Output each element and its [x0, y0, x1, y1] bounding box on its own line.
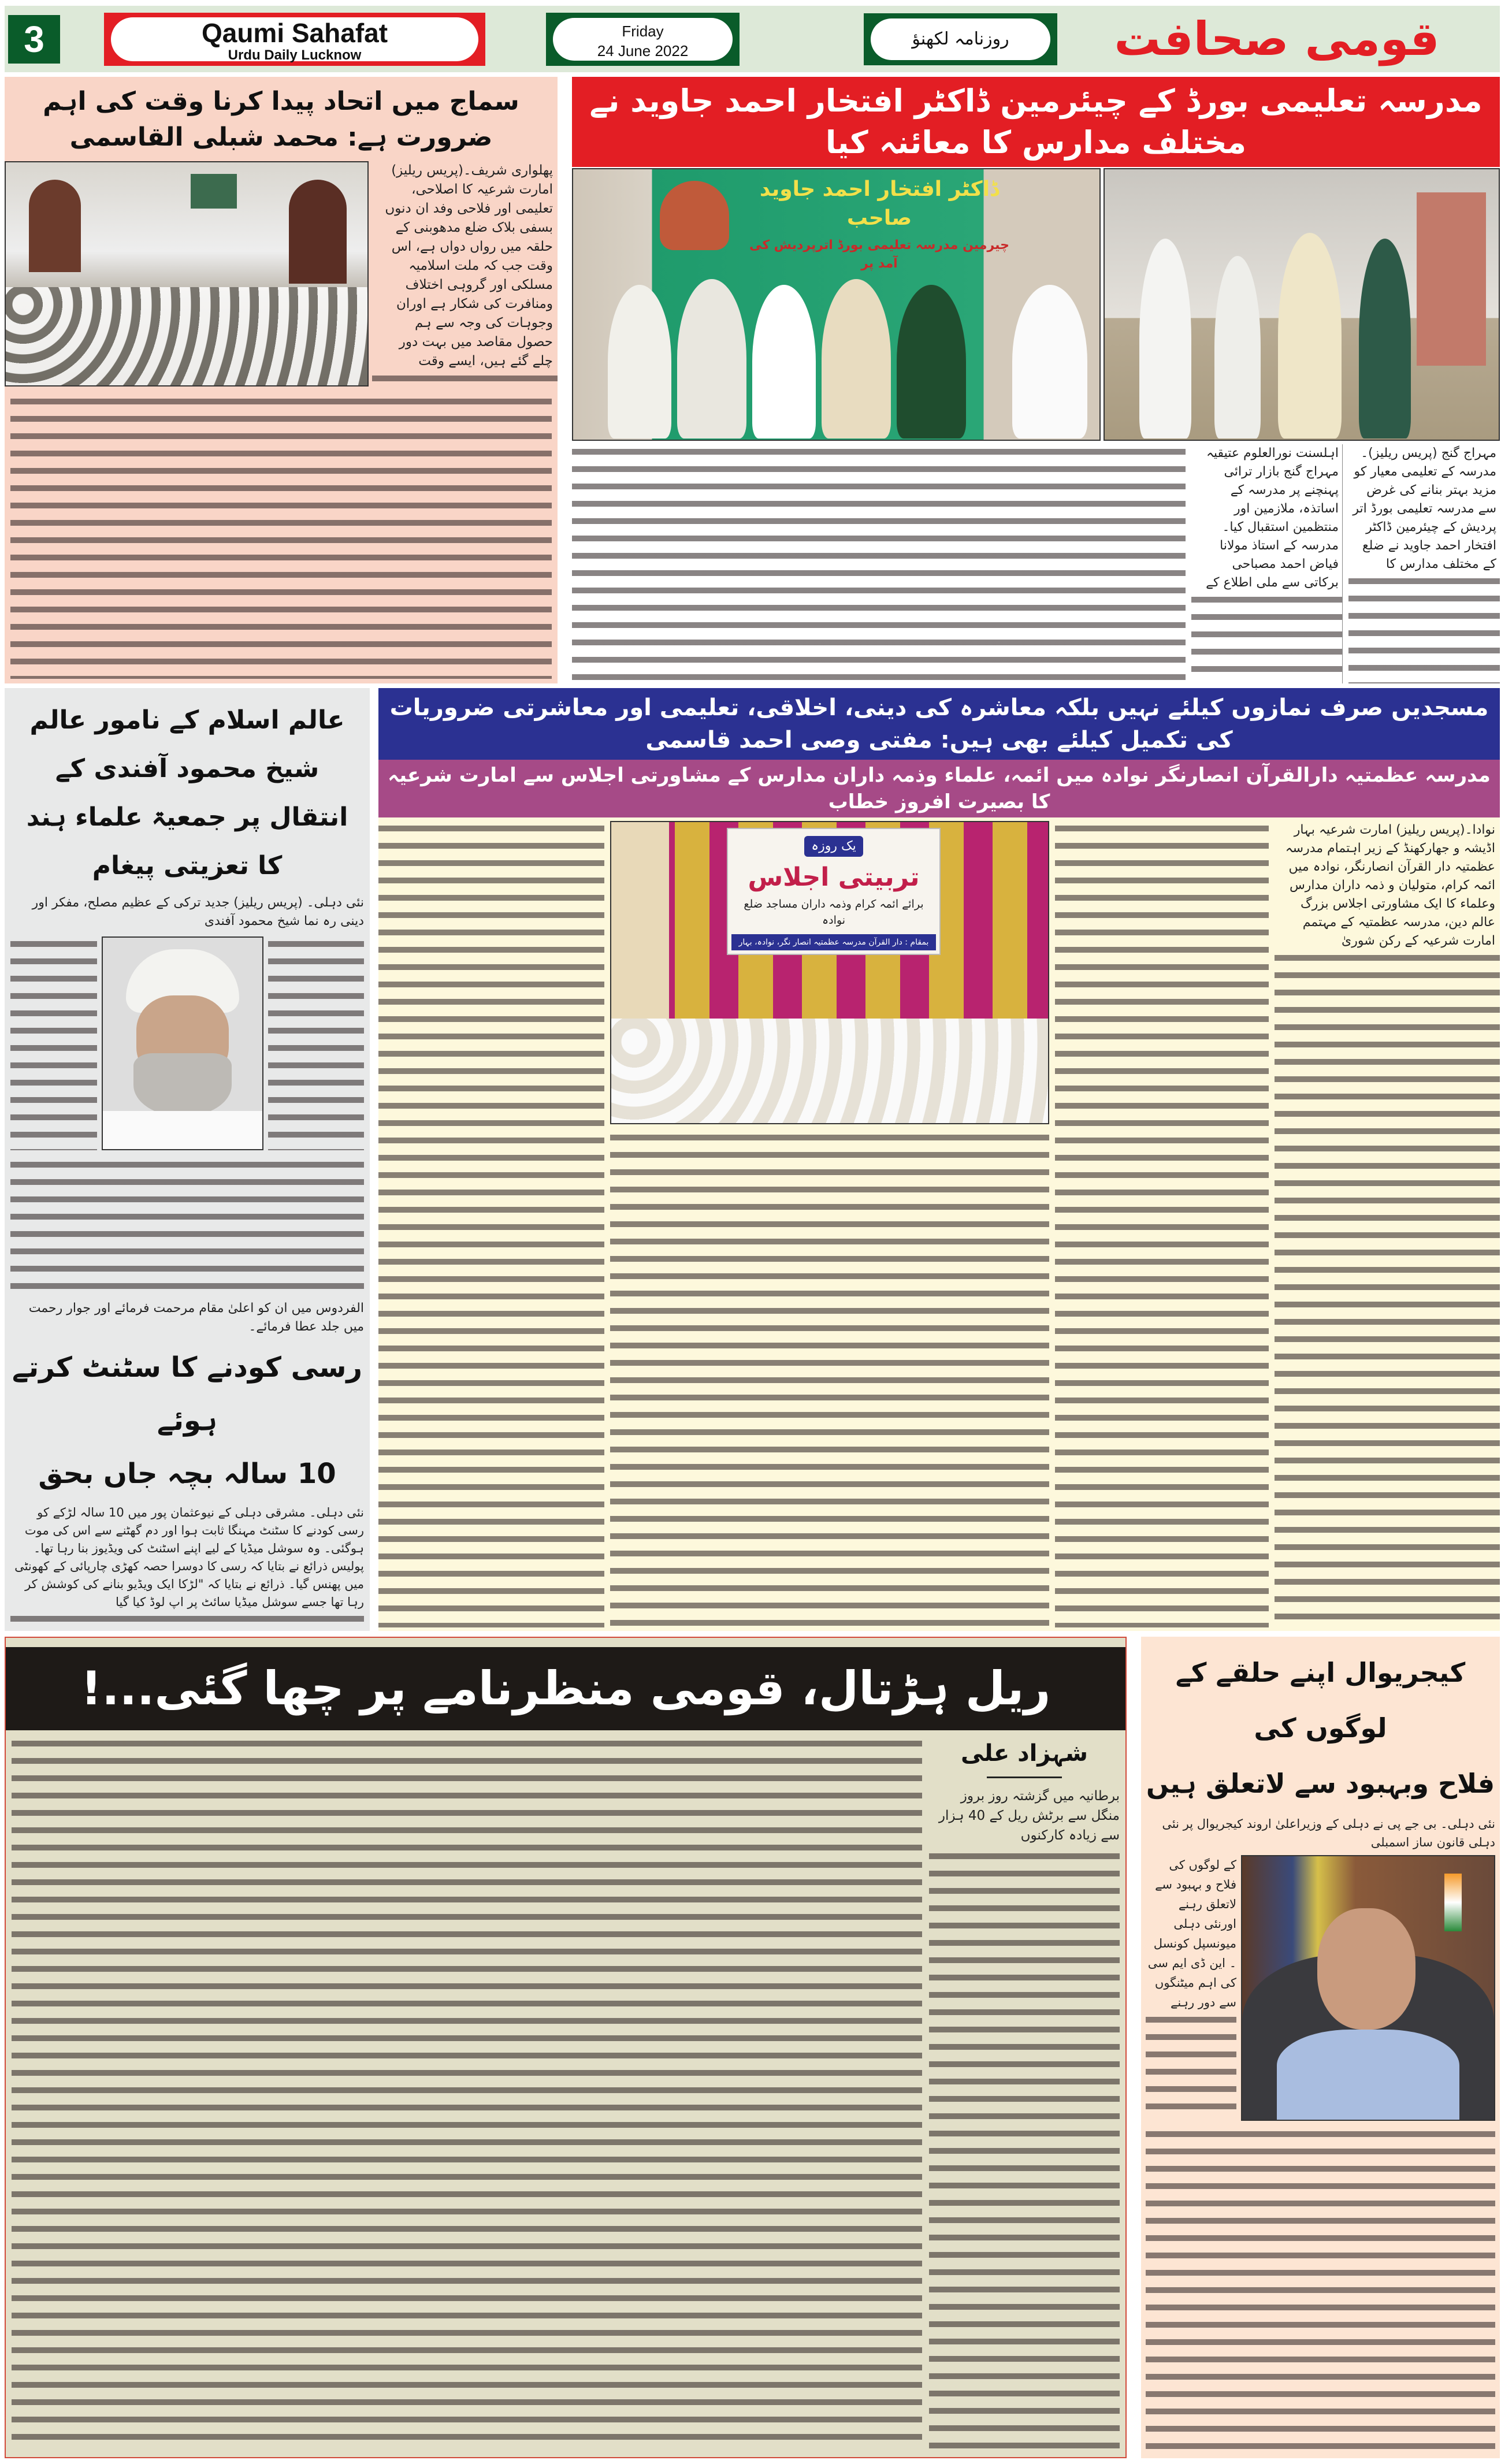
photo-banner-subtitle: چیرمین مدرسہ تعلیمی بورڈ اترپردیش کی آمد پر: [749, 238, 1010, 271]
kejriwal-article: [1141, 1637, 1500, 2458]
condolence-headline: عالم اسلام کے نامور عالم شیخ محمود آفندی کے انتقال پر جمعیۃ علماء ہند کا تعزیتی پیغام: [26, 705, 348, 880]
photo-banner: [741, 175, 1018, 273]
kejriwal-headline: کیجریوال اپنے حلقے کے لوگوں کی فلاح وبہبود سے لاتعلق ہیں: [1146, 1657, 1495, 1799]
rail-article: [5, 1637, 1127, 2458]
newspaper-name: Qaumi Sahafat: [201, 17, 388, 48]
newspaper-tagline: Urdu Daily Lucknow: [228, 47, 362, 63]
author-byline: شہزاد علی: [961, 1740, 1088, 1767]
article-body-text: [12, 1736, 922, 2451]
banner-subtitle: برائے ائمہ کرام وذمہ داران مساجد ضلع نوادہ: [744, 898, 924, 927]
middle-row: [5, 688, 1500, 1631]
condolence-body-text: [10, 1157, 364, 1296]
article-unity: [5, 77, 558, 683]
page-number: 3: [8, 15, 60, 64]
madrasa-visit-photo: [1104, 168, 1500, 441]
mosque-gathering-photo: [5, 161, 369, 386]
article-body-text: [10, 394, 552, 679]
madrasa-board-body: [572, 441, 1500, 683]
training-session-photo: [610, 821, 1049, 1124]
article-lead-continued: کے لوگوں کی فلاح و بہبود سے لاتعلق رہنے اورنئی دہلی میونسپل کونسل ۔ این ڈی ایم سی کی اہم میٹنگوں سے دور رہنے: [1147, 1858, 1236, 2009]
kejriwal-photo: [1241, 1855, 1495, 2121]
article-body-text: [1146, 2127, 1495, 2450]
rail-headline: ریل ہڑتال، قومی منظرنامے پر چھا گئی...!: [6, 1647, 1125, 1730]
bottom-row: [5, 1637, 1500, 2458]
left-column: [5, 688, 370, 1631]
masthead: [5, 6, 1500, 72]
masjid-headline: مسجدیں صرف نمازوں کیلئے نہیں بلکہ معاشرہ کی دینی، اخلاقی، تعلیمی اور معاشرتی ضروریات کی تکمیل کیلئے بھی ہیں: مفتی وصی احمد قاسمی: [378, 688, 1500, 760]
issue-date: 24 June 2022: [597, 42, 689, 60]
award-ceremony-photo: [572, 168, 1101, 441]
article-madrasa-board: [572, 77, 1500, 683]
photo-banner-title: ڈاکٹر افتخار احمد جاوید صاحب: [759, 177, 1000, 230]
banner-tag: یک روزہ: [804, 836, 863, 857]
madrasa-board-headline: مدرسہ تعلیمی بورڈ کے چیئرمین ڈاکٹر افتخار احمد جاوید نے مختلف مدارس کا معائنہ کیا: [572, 77, 1500, 167]
article-lead: پھلواری شریف۔(پریس ریلیز) امارت شرعیہ کا اصلاحی، تعلیمی اور فلاحی وفد ان دنوں بسفی بلاک ضلع مدھوبنی کے حلقہ میں رواں دواں ہے، اس وقت جب کہ ملت اسلامیہ مسلکی اور گروہی اختلاف ومنافرت کی شکار ہے اوران وجوہات کی وجہ سے ہم حصول مقاصد میں بہت دور چلے گئے ہیں، ایسے وقت: [385, 163, 553, 369]
condolence-lead: نئی دہلی۔ (پریس ریلیز) جدید ترکی کے عظیم مصلح، مفکر اور دینی رہ نما شیخ محمود آفندی: [32, 895, 364, 928]
stunt-headline: رسی کودنے کا سٹنٹ کرتے ہوئے 10 سالہ بچہ جاں بحق: [12, 1351, 363, 1490]
article-lead-continued: اہلسنت نورالعلوم عتیقیہ مہراج گنج بازار ترائی پہنچنے پر مدرسہ کے اساتذہ، ملازمین اور منتظمین استقبال کیا۔ مدرسہ کے استاذ مولانا فیاض احمد مصباحی برکاتی سے ملی اطلاع کے: [1206, 446, 1339, 590]
byline-divider: [987, 1777, 1062, 1778]
weekday: Friday: [622, 22, 664, 40]
article-lead: نوادا۔(پریس ریلیز) امارت شرعیہ بہار اڈیشہ و جھارکھنڈ کے زیر اہتمام مدرسہ عظمتیہ دار القرآن انصارنگر، نوادہ میں ائمہ کرام، متولیان و ذمہ داران مدارس وعلماء کا ایک مشاورتی اجلاس بزرگ عالم دین، مدرسہ عظمتیہ کے مہتمم امارت شرعیہ کے رکن شوریٰ: [1285, 823, 1495, 948]
article-body-text: [378, 821, 604, 1627]
event-banner: [727, 828, 941, 955]
article-lead: مہراج گنج (پریس ریلیز)۔ مدرسہ کے تعلیمی معیار کو مزید بہتر بنانے کی غرض سے مدرسہ تعلیمی بورڈ اتر پردیش کے چیئرمین ڈاکٹر افتخار احمد جاوید نے ضلع کے مختلف مدارس کا: [1353, 446, 1496, 571]
stunt-lead: نئی دہلی۔ مشرقی دہلی کے نیوعثمان پور میں 10 سالہ لڑکے کو رسی کودنے کا سٹنٹ مہنگا ثابت ہوا اور دم گھٹنے سے اس کی موت ہوگئی۔ وہ سوشل میڈیا کے لیے اپنے اسٹنٹ کی ویڈیوز بنا رہا تھا۔ پولیس ذرائع نے بتایا کہ رسی کا دوسرا حصہ کھڑی چارپائی کے کھونٹی میں پھنس گیا۔ ذرائع نے بتایا کہ "لڑکا ایک ویڈیو بنانے کی کوشش کر رہا تھا جسے سوشل میڈیا سائٹ پر اپ لوڈ کیا گیا: [14, 1506, 364, 1609]
date-box: [546, 13, 740, 66]
masjid-subheadline: مدرسہ عظمتیہ دارالقرآن انصارنگر نوادہ میں ائمہ، علماء وذمہ داران مدارس کے مشاورتی اجلاس سے امارت شرعیہ کا بصیرت افروز خطاب: [378, 760, 1500, 817]
article-lead: برطانیہ میں گزشتہ روز بروز منگل سے برٹش ریل کے 40 ہزار سے زیادہ کارکنوں: [938, 1789, 1120, 1843]
top-row: [5, 77, 1500, 683]
newspaper-name-box: [104, 13, 485, 66]
urdu-logo: قومی صحافت: [1114, 12, 1440, 66]
article-headline: سماج میں اتحاد پیدا کرنا وقت کی اہم ضرورت ہے: محمد شبلی القاسمی: [43, 87, 519, 152]
condolence-closing: الفردوس میں ان کو اعلیٰ مقام مرحمت فرمائے اور جوار رحمت میں جلد عطا فرمائے۔: [28, 1301, 364, 1334]
article-lead: نئی دہلی۔ بی جے پی نے دہلی کے وزیراعلیٰ اروند کیجریوال پر نئی دہلی قانون ساز اسمبلی: [1162, 1817, 1495, 1849]
roznama-label: روزنامہ لکھنؤ: [871, 18, 1050, 60]
banner-title: تربیتی اجلاس: [748, 863, 920, 892]
roznama-box: [864, 13, 1057, 65]
article-body-text: [572, 444, 1186, 683]
portrait-photo: [102, 936, 263, 1150]
banner-venue: بمقام : دار القرآن مدرسہ عظمتیہ انصار نگر، نوادہ، بہار: [731, 934, 936, 950]
masjid-article: [378, 688, 1500, 1631]
